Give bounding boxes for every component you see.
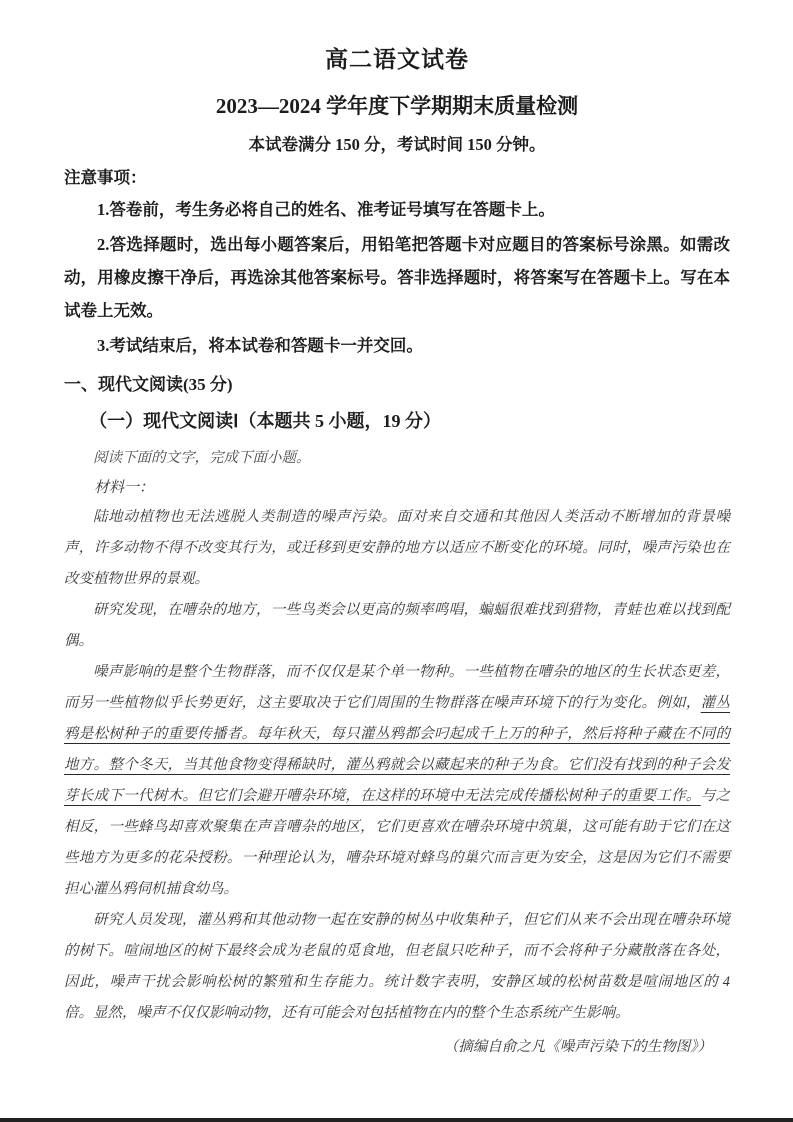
paragraph-3-plain-lead: 噪声影响的是整个生物群落，而不仅仅是某个单一物种。一些植物在嘈杂的地区的生长状态更差，而另一些植物似乎长势更好，这主要取决于它们周围的生物群落在噪声环境下的行为变化。例如， bbox=[64, 664, 730, 711]
exam-info-line: 本试卷满分 150 分，考试时间 150 分钟。 bbox=[248, 135, 546, 154]
notice-item-1: 1.答卷前，考生务必将自己的姓名、准考证号填写在答题卡上。 bbox=[97, 200, 555, 219]
notice-item-3: 3.考试结束后，将本试卷和答题卡一并交回。 bbox=[97, 336, 423, 355]
paragraph-3-underlined-passage: 灌丛鸦是松树种子的重要传播者。每年秋天，每只灌丛鸦都会叼起成千上万的种子，然后将种子藏在不同的地方。整个冬天，当其他食物变得稀缺时，灌丛鸦就会以藏起来的种子为食。它们没有找到的种子会发芽长成下一代树木。但它们会避开嘈杂环境，在这样的环境中无法完成传播松树种子的重要工作。 bbox=[64, 695, 731, 804]
material-one-label: 材料一： bbox=[94, 480, 155, 496]
subsection-one-heading: （一）现代文阅读Ⅰ（本题共 5 小题，19 分） bbox=[89, 411, 441, 431]
reading-instruction: 阅读下面的文字，完成下面小题。 bbox=[93, 450, 311, 466]
material-one-paragraph-1: 陆地动植物也无法逃脱人类制造的噪声污染。面对来自交通和其他因人类活动不断增加的背景噪声，许多动物不得不改变其行为，或迁移到更安静的地方以适应不断变化的环境。同时，噪声污染也在改变植物世界的景观。 bbox=[64, 509, 730, 587]
paper-subtitle: 2023—2024 学年度下学期期末质量检测 bbox=[215, 94, 579, 118]
source-attribution: （摘编自俞之凡《噪声污染下的生物图》） bbox=[443, 1039, 712, 1055]
paragraph-3-plain-tail: 与之相反，一些蜂鸟却喜欢聚集在声音嘈杂的地区，它们更喜欢在嘈杂环境中筑巢，这可能有助于它们在这些地方为更多的花朵授粉。一种理论认为，嘈杂环境对蜂鸟的巢穴而言更为安全，这是因为它们不需要担心灌丛鸦伺机捕食幼鸟。 bbox=[64, 788, 731, 897]
notice-heading: 注意事项： bbox=[64, 168, 147, 187]
paper-title: 高二语文试卷 bbox=[325, 47, 469, 72]
notice-item-2: 2.答选择题时，选出每小题答案后，用铅笔把答题卡对应题目的答案标号涂黑。如需改动，用橡皮擦干净后，再选涂其他答案标号。答非选择题时，将答案写在答题卡上。写在本试卷上无效。 bbox=[64, 235, 730, 320]
material-one-paragraph-4: 研究人员发现，灌丛鸦和其他动物一起在安静的树丛中收集种子，但它们从来不会出现在嘈杂环境的树下。喧闹地区的树下最终会成为老鼠的觅食地，但老鼠只吃种子，而不会将种子分藏散落在各处，因此，噪声干扰会影响松树的繁殖和生存能力。统计数字表明，安静区域的松树苗数是喧闹地区的 4 倍。显然，噪声不仅仅影响动物，还有可能会对包括植物在内的整个生态系统产生影响。 bbox=[64, 912, 730, 1021]
page-bottom-edge bbox=[0, 1118, 793, 1122]
section-one-heading: 一、现代文阅读(35 分) bbox=[64, 375, 233, 394]
material-one-paragraph-3 bbox=[64, 657, 730, 905]
material-one-paragraph-2: 研究发现，在嘈杂的地方，一些鸟类会以更高的频率鸣唱，蝙蝠很难找到猎物，青蛙也难以找到配偶。 bbox=[64, 602, 730, 649]
notice-block bbox=[64, 165, 730, 362]
